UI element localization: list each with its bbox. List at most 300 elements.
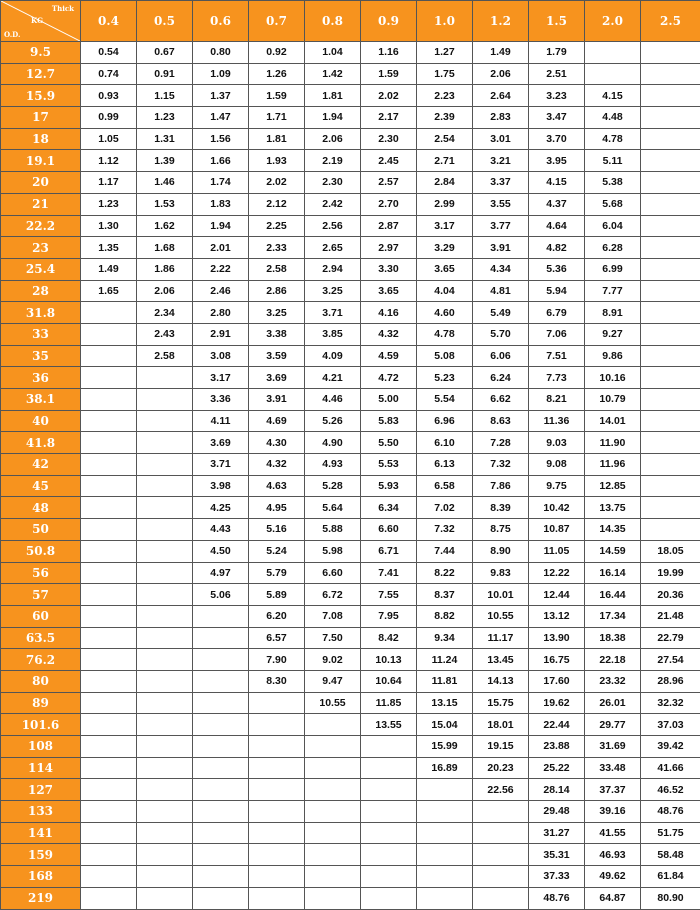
weight-cell (137, 801, 193, 823)
weight-cell: 1.79 (529, 42, 585, 64)
weight-cell: 6.28 (585, 237, 641, 259)
weight-cell: 1.59 (249, 85, 305, 107)
weight-cell: 12.85 (585, 475, 641, 497)
weight-cell: 48.76 (529, 887, 585, 909)
weight-cell: 5.83 (361, 410, 417, 432)
weight-cell: 5.98 (305, 540, 361, 562)
weight-cell: 2.99 (417, 193, 473, 215)
weight-cell: 7.86 (473, 475, 529, 497)
weight-cell: 9.02 (305, 649, 361, 671)
thickness-header-cell: 2.0 (585, 1, 641, 42)
weight-cell: 48.76 (641, 801, 700, 823)
weight-cell: 4.95 (249, 497, 305, 519)
weight-cell: 1.83 (193, 193, 249, 215)
weight-cell: 3.21 (473, 150, 529, 172)
weight-cell: 10.79 (585, 389, 641, 411)
weight-cell: 2.86 (249, 280, 305, 302)
weight-cell: 5.38 (585, 172, 641, 194)
weight-cell: 3.65 (417, 258, 473, 280)
weight-cell (137, 844, 193, 866)
weight-cell: 3.77 (473, 215, 529, 237)
weight-cell: 6.57 (249, 627, 305, 649)
weight-cell: 37.03 (641, 714, 700, 736)
weight-cell: 4.37 (529, 193, 585, 215)
weight-cell (137, 540, 193, 562)
weight-cell (473, 801, 529, 823)
weight-cell: 2.22 (193, 258, 249, 280)
weight-cell: 3.71 (193, 454, 249, 476)
weight-cell: 2.33 (249, 237, 305, 259)
weight-cell: 1.05 (81, 128, 137, 150)
table-row (1, 150, 700, 172)
od-cell: 127 (1, 779, 81, 801)
od-cell: 17 (1, 107, 81, 129)
weight-cell: 6.72 (305, 584, 361, 606)
table-row (1, 844, 700, 866)
weight-cell: 7.50 (305, 627, 361, 649)
weight-cell: 7.08 (305, 605, 361, 627)
table-row (1, 757, 700, 779)
weight-cell: 5.68 (585, 193, 641, 215)
weight-cell (81, 367, 137, 389)
weight-cell (81, 432, 137, 454)
weight-cell (137, 605, 193, 627)
weight-cell: 4.90 (305, 432, 361, 454)
weight-cell (641, 85, 700, 107)
table-row (1, 779, 700, 801)
weight-cell (137, 519, 193, 541)
weight-cell: 7.44 (417, 540, 473, 562)
weight-cell: 3.91 (249, 389, 305, 411)
weight-cell: 6.71 (361, 540, 417, 562)
weight-cell: 58.48 (641, 844, 700, 866)
weight-cell: 1.17 (81, 172, 137, 194)
weight-cell: 0.67 (137, 42, 193, 64)
weight-cell (137, 389, 193, 411)
weight-cell: 22.56 (473, 779, 529, 801)
od-cell: 35 (1, 345, 81, 367)
weight-cell: 5.28 (305, 475, 361, 497)
weight-cell: 13.90 (529, 627, 585, 649)
weight-cell (249, 822, 305, 844)
weight-cell: 5.23 (417, 367, 473, 389)
weight-cell: 15.99 (417, 736, 473, 758)
weight-cell (305, 822, 361, 844)
weight-cell (81, 822, 137, 844)
table-row (1, 215, 700, 237)
od-cell: 159 (1, 844, 81, 866)
weight-cell: 6.06 (473, 345, 529, 367)
weight-cell: 18.05 (641, 540, 700, 562)
thick-label: Thick (51, 4, 74, 13)
weight-cell (81, 670, 137, 692)
weight-cell: 1.27 (417, 42, 473, 64)
weight-cell: 3.17 (193, 367, 249, 389)
thickness-header-cell: 0.4 (81, 1, 137, 42)
weight-cell: 1.39 (137, 150, 193, 172)
od-cell: 114 (1, 757, 81, 779)
weight-cell: 5.36 (529, 258, 585, 280)
od-cell: 45 (1, 475, 81, 497)
weight-cell: 2.45 (361, 150, 417, 172)
weight-cell: 5.16 (249, 519, 305, 541)
weight-cell (641, 323, 700, 345)
weight-cell: 4.09 (305, 345, 361, 367)
weight-cell: 7.51 (529, 345, 585, 367)
table-row (1, 475, 700, 497)
weight-cell: 7.55 (361, 584, 417, 606)
weight-cell: 5.54 (417, 389, 473, 411)
table-row (1, 63, 700, 85)
weight-cell: 4.64 (529, 215, 585, 237)
weight-cell (641, 454, 700, 476)
weight-cell (193, 670, 249, 692)
od-cell: 23 (1, 237, 81, 259)
weight-cell: 2.97 (361, 237, 417, 259)
weight-cell: 29.48 (529, 801, 585, 823)
weight-cell: 11.96 (585, 454, 641, 476)
weight-cell: 35.31 (529, 844, 585, 866)
od-cell: 41.8 (1, 432, 81, 454)
weight-cell: 5.50 (361, 432, 417, 454)
weight-cell: 3.38 (249, 323, 305, 345)
weight-cell: 10.16 (585, 367, 641, 389)
weight-cell: 7.02 (417, 497, 473, 519)
weight-cell: 6.60 (361, 519, 417, 541)
weight-cell: 0.91 (137, 63, 193, 85)
table-row (1, 128, 700, 150)
table-row (1, 323, 700, 345)
weight-cell: 5.24 (249, 540, 305, 562)
weight-cell: 1.35 (81, 237, 137, 259)
weight-cell: 2.51 (529, 63, 585, 85)
table-row (1, 714, 700, 736)
weight-cell: 8.90 (473, 540, 529, 562)
weight-cell: 1.93 (249, 150, 305, 172)
weight-cell: 6.96 (417, 410, 473, 432)
od-cell: 63.5 (1, 627, 81, 649)
weight-cell: 2.71 (417, 150, 473, 172)
weight-cell: 5.53 (361, 454, 417, 476)
weight-cell: 2.57 (361, 172, 417, 194)
weight-cell (473, 844, 529, 866)
weight-cell: 11.90 (585, 432, 641, 454)
weight-cell: 1.09 (193, 63, 249, 85)
weight-cell: 6.58 (417, 475, 473, 497)
weight-cell: 3.91 (473, 237, 529, 259)
weight-cell (249, 736, 305, 758)
weight-cell: 19.62 (529, 692, 585, 714)
table-row (1, 627, 700, 649)
weight-cell: 1.42 (305, 63, 361, 85)
weight-cell (81, 757, 137, 779)
weight-cell: 6.24 (473, 367, 529, 389)
weight-cell: 11.81 (417, 670, 473, 692)
weight-cell: 22.79 (641, 627, 700, 649)
weight-cell (193, 887, 249, 909)
weight-cell: 8.75 (473, 519, 529, 541)
weight-cell (305, 714, 361, 736)
od-cell: 38.1 (1, 389, 81, 411)
od-cell: 108 (1, 736, 81, 758)
weight-cell: 9.83 (473, 562, 529, 584)
weight-cell: 7.73 (529, 367, 585, 389)
weight-cell: 4.04 (417, 280, 473, 302)
weight-cell: 2.94 (305, 258, 361, 280)
od-cell: 25.4 (1, 258, 81, 280)
od-cell: 101.6 (1, 714, 81, 736)
table-row (1, 497, 700, 519)
weight-cell: 8.42 (361, 627, 417, 649)
table-body (1, 42, 700, 910)
weight-cell: 2.87 (361, 215, 417, 237)
weight-cell (305, 801, 361, 823)
weight-cell: 23.32 (585, 670, 641, 692)
weight-cell: 3.85 (305, 323, 361, 345)
weight-cell: 1.66 (193, 150, 249, 172)
weight-cell: 1.49 (473, 42, 529, 64)
weight-cell: 13.55 (361, 714, 417, 736)
od-cell: 168 (1, 866, 81, 888)
weight-cell: 14.59 (585, 540, 641, 562)
weight-cell: 16.75 (529, 649, 585, 671)
weight-cell: 8.37 (417, 584, 473, 606)
weight-cell: 8.39 (473, 497, 529, 519)
weight-cell: 1.94 (305, 107, 361, 129)
weight-cell: 1.23 (137, 107, 193, 129)
weight-cell (641, 345, 700, 367)
weight-cell: 22.44 (529, 714, 585, 736)
table-row (1, 107, 700, 129)
weight-cell: 3.29 (417, 237, 473, 259)
weight-cell: 2.64 (473, 85, 529, 107)
weight-cell: 3.25 (305, 280, 361, 302)
weight-cell (585, 63, 641, 85)
weight-cell: 4.78 (417, 323, 473, 345)
weight-cell: 2.54 (417, 128, 473, 150)
weight-cell: 2.06 (305, 128, 361, 150)
weight-cell (81, 605, 137, 627)
table-row (1, 822, 700, 844)
weight-cell (473, 866, 529, 888)
weight-cell: 4.63 (249, 475, 305, 497)
od-cell: 22.2 (1, 215, 81, 237)
weight-cell: 15.04 (417, 714, 473, 736)
weight-cell (81, 714, 137, 736)
weight-cell (305, 736, 361, 758)
table-row (1, 85, 700, 107)
weight-cell: 8.21 (529, 389, 585, 411)
weight-cell (193, 692, 249, 714)
weight-cell: 13.45 (473, 649, 529, 671)
table-row (1, 887, 700, 909)
weight-cell (81, 410, 137, 432)
od-cell: 219 (1, 887, 81, 909)
weight-cell (81, 323, 137, 345)
thickness-header-cell: 1.5 (529, 1, 585, 42)
weight-cell (81, 887, 137, 909)
weight-cell: 4.46 (305, 389, 361, 411)
weight-cell: 5.79 (249, 562, 305, 584)
weight-cell: 7.77 (585, 280, 641, 302)
weight-cell: 8.63 (473, 410, 529, 432)
weight-cell: 2.65 (305, 237, 361, 259)
table-row (1, 584, 700, 606)
weight-cell (641, 237, 700, 259)
weight-cell (361, 736, 417, 758)
weight-cell: 17.34 (585, 605, 641, 627)
weight-cell: 10.01 (473, 584, 529, 606)
weight-cell: 46.52 (641, 779, 700, 801)
weight-cell: 51.75 (641, 822, 700, 844)
table-row (1, 670, 700, 692)
weight-cell: 1.53 (137, 193, 193, 215)
weight-cell: 1.56 (193, 128, 249, 150)
weight-cell: 0.99 (81, 107, 137, 129)
od-cell: 12.7 (1, 63, 81, 85)
weight-cell: 20.23 (473, 757, 529, 779)
weight-cell: 1.30 (81, 215, 137, 237)
weight-cell: 5.08 (417, 345, 473, 367)
weight-cell: 1.65 (81, 280, 137, 302)
table-row (1, 237, 700, 259)
od-cell: 57 (1, 584, 81, 606)
weight-cell: 0.92 (249, 42, 305, 64)
weight-cell (361, 822, 417, 844)
weight-cell: 3.17 (417, 215, 473, 237)
weight-cell (585, 42, 641, 64)
weight-cell: 16.89 (417, 757, 473, 779)
weight-cell: 29.77 (585, 714, 641, 736)
weight-cell (361, 844, 417, 866)
weight-cell: 46.93 (585, 844, 641, 866)
weight-cell: 1.16 (361, 42, 417, 64)
weight-cell: 2.25 (249, 215, 305, 237)
weight-cell: 1.04 (305, 42, 361, 64)
header-row (1, 1, 700, 42)
table-row (1, 519, 700, 541)
weight-cell: 3.98 (193, 475, 249, 497)
weight-cell: 3.37 (473, 172, 529, 194)
od-cell: 28 (1, 280, 81, 302)
weight-cell: 3.95 (529, 150, 585, 172)
table-row (1, 258, 700, 280)
od-cell: 50.8 (1, 540, 81, 562)
weight-cell: 7.32 (473, 454, 529, 476)
weight-cell: 3.30 (361, 258, 417, 280)
weight-cell: 11.85 (361, 692, 417, 714)
weight-cell: 12.44 (529, 584, 585, 606)
weight-cell (361, 779, 417, 801)
weight-cell: 10.42 (529, 497, 585, 519)
weight-cell (249, 887, 305, 909)
weight-cell: 15.75 (473, 692, 529, 714)
table-row (1, 540, 700, 562)
weight-cell: 2.42 (305, 193, 361, 215)
thickness-header-cell: 0.6 (193, 1, 249, 42)
table-row (1, 280, 700, 302)
weight-cell (193, 627, 249, 649)
table-row (1, 736, 700, 758)
weight-cell: 2.83 (473, 107, 529, 129)
weight-cell: 12.22 (529, 562, 585, 584)
weight-cell (361, 887, 417, 909)
weight-cell (641, 367, 700, 389)
od-cell: 56 (1, 562, 81, 584)
weight-cell: 4.34 (473, 258, 529, 280)
weight-cell: 11.17 (473, 627, 529, 649)
weight-cell: 39.42 (641, 736, 700, 758)
weight-cell: 4.15 (529, 172, 585, 194)
weight-cell: 3.23 (529, 85, 585, 107)
weight-cell: 28.14 (529, 779, 585, 801)
weight-cell (641, 302, 700, 324)
weight-cell: 1.81 (305, 85, 361, 107)
weight-cell: 6.04 (585, 215, 641, 237)
weight-cell: 6.34 (361, 497, 417, 519)
weight-cell: 11.24 (417, 649, 473, 671)
weight-cell: 0.80 (193, 42, 249, 64)
od-cell: 33 (1, 323, 81, 345)
weight-cell: 3.59 (249, 345, 305, 367)
weight-cell (641, 475, 700, 497)
weight-cell: 2.58 (137, 345, 193, 367)
weight-cell (193, 822, 249, 844)
od-cell: 80 (1, 670, 81, 692)
weight-cell (641, 172, 700, 194)
od-cell: 42 (1, 454, 81, 476)
od-cell: 133 (1, 801, 81, 823)
weight-cell (249, 714, 305, 736)
weight-cell (361, 757, 417, 779)
weight-cell (641, 389, 700, 411)
weight-cell: 13.75 (585, 497, 641, 519)
weight-cell (137, 410, 193, 432)
weight-cell: 4.78 (585, 128, 641, 150)
weight-cell: 5.88 (305, 519, 361, 541)
table-row (1, 172, 700, 194)
weight-cell: 41.66 (641, 757, 700, 779)
weight-cell (81, 475, 137, 497)
weight-cell: 3.71 (305, 302, 361, 324)
od-cell: 48 (1, 497, 81, 519)
weight-cell: 1.49 (81, 258, 137, 280)
weight-cell: 16.44 (585, 584, 641, 606)
weight-cell (81, 736, 137, 758)
weight-cell: 6.10 (417, 432, 473, 454)
weight-cell: 1.26 (249, 63, 305, 85)
od-label: O.D. (4, 30, 21, 39)
weight-cell: 3.25 (249, 302, 305, 324)
weight-cell: 28.96 (641, 670, 700, 692)
weight-cell: 6.99 (585, 258, 641, 280)
weight-cell (193, 779, 249, 801)
weight-cell: 5.89 (249, 584, 305, 606)
weight-cell: 32.32 (641, 692, 700, 714)
weight-cell (473, 887, 529, 909)
od-cell: 50 (1, 519, 81, 541)
weight-cell (193, 844, 249, 866)
weight-cell: 4.32 (249, 454, 305, 476)
od-cell: 19.1 (1, 150, 81, 172)
weight-cell: 2.17 (361, 107, 417, 129)
weight-cell (81, 454, 137, 476)
weight-cell (137, 866, 193, 888)
weight-cell: 3.08 (193, 345, 249, 367)
weight-cell: 10.55 (473, 605, 529, 627)
weight-cell (193, 736, 249, 758)
weight-cell: 9.08 (529, 454, 585, 476)
